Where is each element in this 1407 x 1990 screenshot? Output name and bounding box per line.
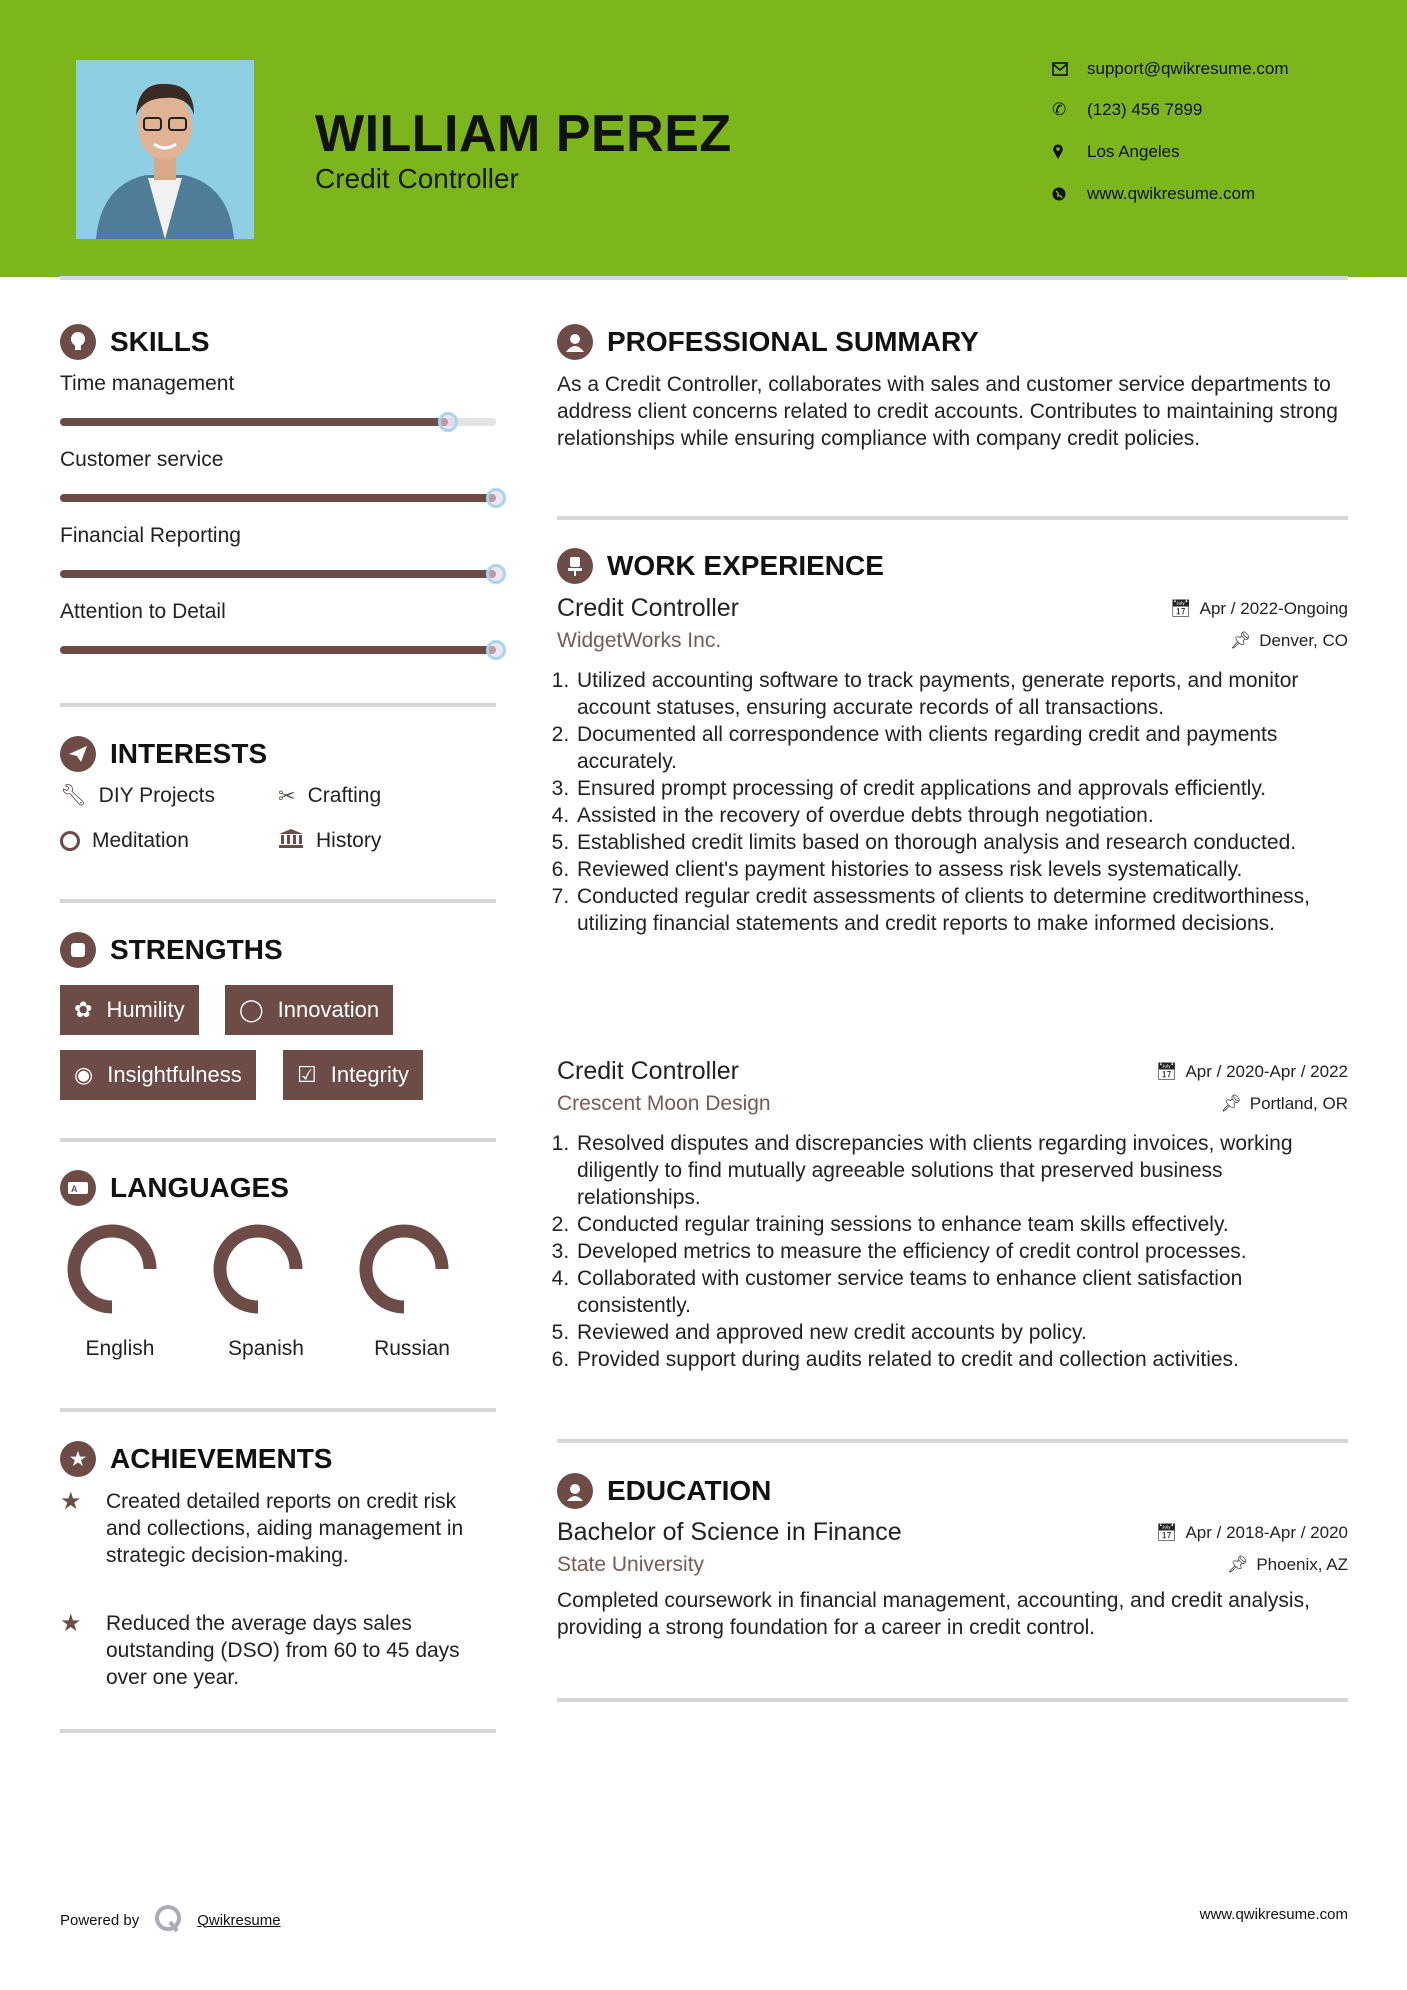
duty-item: 1. Utilized accounting software to track payments, generate reports, and monitor account statuses, ensuring accurate records of all transactions.: [575, 667, 1348, 721]
education-heading: [557, 1471, 771, 1511]
chair-icon: [557, 548, 593, 584]
experience-heading: [557, 546, 884, 586]
envelope-icon: [1052, 62, 1087, 76]
section-divider: [60, 899, 496, 903]
qwikresume-logo-icon: [153, 1903, 183, 1937]
achievements-heading: [60, 1439, 332, 1479]
duties-list: [557, 1130, 1348, 1373]
job-location: [1230, 631, 1348, 651]
phone-text: (123) 456 7899: [1087, 100, 1203, 119]
interest-label: History: [316, 829, 382, 852]
language-label: Spanish: [228, 1337, 304, 1360]
contact-email[interactable]: [1052, 57, 1289, 81]
section-divider: [557, 1698, 1348, 1702]
job-dates: [1156, 1062, 1348, 1082]
circle-icon: [60, 831, 80, 851]
job-entry: [557, 1057, 1348, 1373]
company-name: WidgetWorks Inc.: [557, 629, 722, 652]
strength-label: Innovation: [277, 997, 380, 1022]
duty-item: 2. Documented all correspondence with clients regarding credit and payments accurately.: [575, 721, 1348, 775]
duties-list: [557, 667, 1348, 937]
duty-item: 1. Resolved disputes and discrepancies with clients regarding invoices, working diligently to find mutually agreeable solutions that preserved business relationships.: [575, 1130, 1348, 1211]
user-icon: [557, 324, 593, 360]
summary-heading: [557, 322, 979, 362]
education-description: Completed coursework in financial management, accounting, and credit analysis, providing a strong foundation for a career in credit control.: [557, 1589, 1310, 1639]
company-name: Crescent Moon Design: [557, 1092, 771, 1115]
location-text: Los Angeles: [1087, 142, 1180, 161]
job-dates: [1170, 599, 1348, 619]
duty-item: 4. Collaborated with customer service teams to enhance client satisfaction consistently.: [575, 1265, 1348, 1319]
skill-bar: [60, 646, 496, 654]
duty-item: 5. Established credit limits based on thorough analysis and research conducted.: [575, 829, 1348, 856]
skills-heading: [60, 322, 210, 362]
map-marker-icon: [1052, 144, 1087, 160]
duty-item: 2. Conducted regular training sessions to enhance team skills effectively.: [575, 1211, 1348, 1238]
contact-location: [1052, 140, 1180, 164]
job-location-text: Denver, CO: [1259, 631, 1348, 650]
interest-item: [60, 826, 189, 856]
phone-icon: ✆: [1052, 100, 1067, 119]
job-title: Credit Controller: [557, 1057, 740, 1085]
section-divider: [60, 1408, 496, 1412]
education-dates: [1156, 1523, 1348, 1543]
skill-bar-knob: [438, 412, 458, 432]
contact-phone: [1052, 98, 1202, 122]
calendar-icon: 📅︎: [1170, 598, 1192, 618]
achievement-item: [60, 1488, 490, 1569]
graduate-icon: [557, 1473, 593, 1509]
skill-label: Financial Reporting: [60, 524, 241, 547]
education-location: [1227, 1555, 1348, 1575]
skill-bar-fill: [60, 494, 496, 502]
museum-icon: [278, 828, 304, 854]
email-text: support@qwikresume.com: [1087, 59, 1289, 78]
education-entry: [557, 1518, 1348, 1641]
summary-heading-text: PROFESSIONAL SUMMARY: [607, 326, 979, 357]
pushpin-icon: 📌︎: [1226, 1555, 1249, 1574]
skill-bar-fill: [60, 418, 448, 426]
svg-text:A: A: [71, 1184, 78, 1194]
star-icon: ★: [60, 1610, 82, 1637]
skills-heading-text: SKILLS: [110, 326, 210, 357]
interest-label: DIY Projects: [98, 784, 215, 807]
strengths-heading-text: STRENGTHS: [110, 934, 283, 965]
job-location-text: Portland, OR: [1249, 1094, 1348, 1113]
duty-item: 6. Reviewed client's payment histories to assess risk levels systematically.: [575, 856, 1348, 883]
candidate-title: Credit Controller: [315, 163, 519, 194]
skill-bar: [60, 570, 496, 578]
skill-bar: [60, 494, 496, 502]
degree-title: Bachelor of Science in Finance: [557, 1518, 902, 1546]
skill-label: Customer service: [60, 448, 224, 471]
achievement-text: Created detailed reports on credit risk and collections, aiding management in strategic decision-making.: [106, 1490, 464, 1567]
job-title: Credit Controller: [557, 594, 740, 622]
skill-item: [60, 372, 496, 448]
section-divider: [60, 703, 496, 707]
skill-bar-knob: [486, 488, 506, 508]
duty-item: 5. Reviewed and approved new credit accounts by policy.: [575, 1319, 1348, 1346]
language-ring: [74, 1231, 150, 1307]
star-icon: ★: [60, 1488, 82, 1515]
skill-bar-knob: [486, 640, 506, 660]
interests-heading: [60, 734, 267, 774]
checkbox-icon: ☑: [297, 1062, 317, 1087]
skill-bar-knob: [486, 564, 506, 584]
contact-website[interactable]: [1052, 182, 1255, 206]
education-heading-text: EDUCATION: [607, 1475, 772, 1506]
footer-powered-by: [60, 1903, 281, 1937]
interest-label: Meditation: [92, 829, 189, 852]
education-dates-text: Apr / 2018-Apr / 2020: [1185, 1522, 1348, 1542]
wrench-icon: 🔧︎: [60, 784, 87, 807]
strength-badge: [60, 1050, 256, 1100]
duty-item: 4. Assisted in the recovery of overdue debts through negotiation.: [575, 802, 1348, 829]
skill-item: [60, 600, 496, 676]
strength-badge: [60, 985, 199, 1035]
section-divider: [557, 516, 1348, 520]
calendar-icon: 📅︎: [1155, 1061, 1178, 1081]
star-badge-icon: ★: [60, 1441, 96, 1477]
leaf-icon: ✿: [74, 997, 93, 1022]
eye-icon: ◉: [74, 1062, 94, 1087]
candidate-name: WILLIAM PEREZ: [315, 105, 732, 163]
education-location-text: Phoenix, AZ: [1256, 1555, 1348, 1574]
strength-label: Insightfulness: [107, 1062, 242, 1087]
section-divider: [557, 1439, 1348, 1443]
strength-label: Integrity: [330, 1062, 409, 1087]
duty-item: 7. Conducted regular credit assessments of clients to determine creditworthiness, utilizing financial statements and credit reports to make informed decisions.: [575, 883, 1348, 937]
strength-badge: [283, 1050, 423, 1100]
fist-icon: [60, 932, 96, 968]
section-divider: [60, 1138, 496, 1142]
lightbulb-icon: [60, 324, 96, 360]
qwikresume-link[interactable]: Qwikresume: [197, 1911, 281, 1929]
pushpin-icon: 📌︎: [1229, 631, 1252, 650]
achievement-text: Reduced the average days sales outstanding (DSO) from 60 to 45 days over one year.: [106, 1612, 460, 1689]
paper-plane-icon: [60, 736, 96, 772]
language-ring: [220, 1231, 296, 1307]
strengths-heading: [60, 930, 283, 970]
achievements-heading-text: ACHIEVEMENTS: [110, 1443, 333, 1474]
skill-bar-fill: [60, 570, 496, 578]
duty-item: 3. Developed metrics to measure the efficiency of credit control processes.: [575, 1238, 1348, 1265]
interest-label: Crafting: [307, 784, 382, 807]
calendar-icon: 📅︎: [1155, 1522, 1178, 1542]
duty-item: 3. Ensured prompt processing of credit applications and approvals efficiently.: [575, 775, 1348, 802]
job-dates-text: Apr / 2020-Apr / 2022: [1185, 1061, 1348, 1081]
skill-label: Attention to Detail: [60, 600, 226, 623]
skills-list: [60, 372, 496, 676]
header-divider: [60, 276, 1348, 280]
interests-heading-text: INTERESTS: [110, 738, 268, 769]
globe-icon: [1052, 187, 1087, 201]
website-text: www.qwikresume.com: [1087, 184, 1256, 203]
section-divider: [60, 1729, 496, 1733]
job-dates-text: Apr / 2022-Ongoing: [1199, 598, 1348, 618]
achievement-item: [60, 1610, 490, 1691]
language-ring: [366, 1231, 442, 1307]
skill-bar: [60, 418, 496, 426]
profile-photo: [76, 60, 254, 239]
summary-text: As a Credit Controller, collaborates with sales and customer service departments to address client concerns related to credit accounts. Contributes to maintaining strong relationships while ensuring compliance with company credit policies.: [557, 373, 1338, 450]
lightbulb-icon: ◯: [239, 997, 264, 1022]
skill-bar-fill: [60, 646, 496, 654]
skill-item: [60, 524, 496, 600]
interest-item: [60, 781, 215, 811]
skill-item: [60, 448, 496, 524]
pushpin-icon: 📌︎: [1220, 1094, 1242, 1113]
interest-item: [278, 826, 381, 856]
skill-label: Time management: [60, 372, 235, 395]
school-name: State University: [557, 1553, 705, 1576]
scissors-icon: ✂: [278, 784, 296, 808]
languages-heading: [60, 1168, 289, 1208]
experience-heading-text: WORK EXPERIENCE: [607, 550, 884, 581]
duty-item: 6. Provided support during audits related to credit and collection activities.: [575, 1346, 1348, 1373]
languages-heading-text: LANGUAGES: [110, 1172, 289, 1203]
strength-badge: [225, 985, 393, 1035]
strength-label: Humility: [106, 997, 185, 1022]
job-entry: [557, 594, 1348, 937]
language-rings: [60, 1215, 496, 1325]
powered-by-text: Powered by: [60, 1911, 140, 1929]
footer-website-link[interactable]: www.qwikresume.com: [1199, 1906, 1348, 1923]
language-label: English: [85, 1337, 155, 1360]
interest-item: [278, 781, 381, 811]
language-label: Russian: [374, 1337, 450, 1360]
job-location: [1220, 1094, 1348, 1114]
translate-icon: [60, 1170, 96, 1206]
